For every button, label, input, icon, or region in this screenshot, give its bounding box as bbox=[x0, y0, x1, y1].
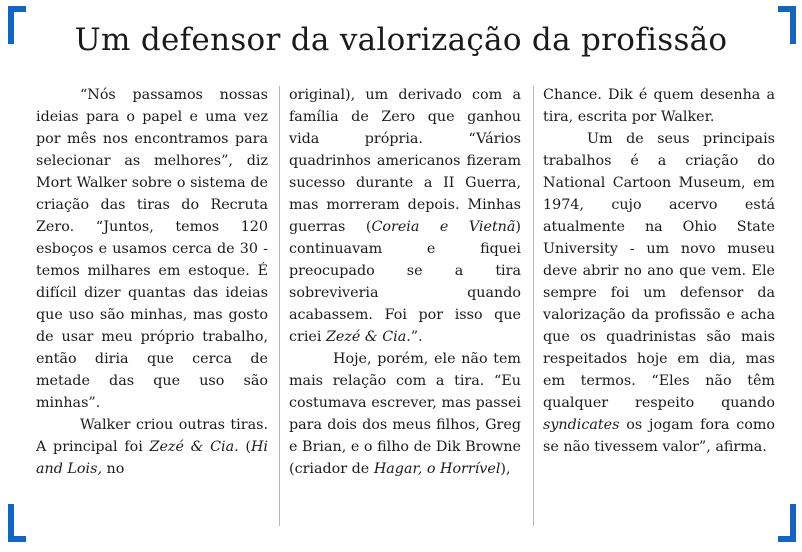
article-column-1 bbox=[36, 84, 268, 480]
column-divider bbox=[533, 86, 534, 526]
italic-text: Coreia e Vietnã bbox=[371, 219, 516, 235]
italic-title: Hi and Lois, bbox=[36, 439, 268, 477]
article-title: Um defensor da valorização da profissão bbox=[74, 22, 728, 58]
paragraph bbox=[543, 128, 775, 458]
article-column-2 bbox=[289, 84, 521, 480]
text-run: ) continuavam e fiquei preocupado se a tira sobreviveria quando acabassem. Foi por isso que criei bbox=[289, 219, 521, 345]
column-divider bbox=[279, 86, 280, 526]
italic-title: Zezé & Cia. bbox=[326, 329, 411, 345]
text-run: os jogam fora como se não tivessem valor”, afirma. bbox=[543, 417, 775, 455]
corner-bracket-bottom-left bbox=[8, 504, 26, 542]
paragraph bbox=[289, 84, 521, 348]
article-column-3 bbox=[543, 84, 775, 458]
italic-title: Hagar, o Horrível bbox=[373, 461, 501, 477]
text-run: no bbox=[101, 461, 125, 477]
text-run: ), bbox=[500, 461, 511, 477]
paragraph bbox=[36, 414, 268, 480]
paragraph bbox=[289, 348, 521, 480]
text-run: original), um derivado com a família de Zero que ganhou vida própria. “Vários quadrinhos americanos fizeram sucesso durante a II Guerra, mas morreram depois. Minhas guerras ( bbox=[289, 87, 521, 235]
paragraph: “Nós passamos nossas ideias para o papel e uma vez por mês nos encontramos para selecionar as melhores”, diz Mort Walker sobre o sistema de criação das tiras do Recruta Zero. “Juntos, temos 120 esboços e usamos cerca de 30 - temos milhares em estoque. É difícil dizer quantas das ideias que uso são minhas, mas gosto de usar meu próprio trabalho, então diria que cerca de metade das que uso são minhas”. bbox=[36, 87, 268, 411]
italic-title: Zezé & Cia. bbox=[149, 439, 239, 455]
text-run: Walker criou outras tiras. A principal foi bbox=[36, 417, 268, 455]
corner-bracket-bottom-right bbox=[778, 504, 796, 542]
paragraph: Chance. Dik é quem desenha a tira, escrita por Walker. bbox=[543, 87, 775, 125]
text-run: Hoje, porém, ele não tem mais relação com a tira. “Eu costumava escrever, mas passei para dois dos meus filhos, Greg e Brian, e o filho de Dik Browne (criador de bbox=[289, 351, 521, 477]
text-run: ( bbox=[238, 439, 251, 455]
text-run: ”. bbox=[410, 329, 423, 345]
italic-term: syndicates bbox=[543, 417, 620, 433]
text-run: Um de seus principais trabalhos é a criação do National Cartoon Museum, em 1974, cujo acervo está atualmente na Ohio State University - um novo museu deve abrir no ano que vem. Ele sempre foi um defensor da valorização da profissão e acha que os quadrinistas são mais respeitados hoje em dia, mas em termos. “Eles não têm qualquer respeito quando bbox=[543, 131, 775, 411]
